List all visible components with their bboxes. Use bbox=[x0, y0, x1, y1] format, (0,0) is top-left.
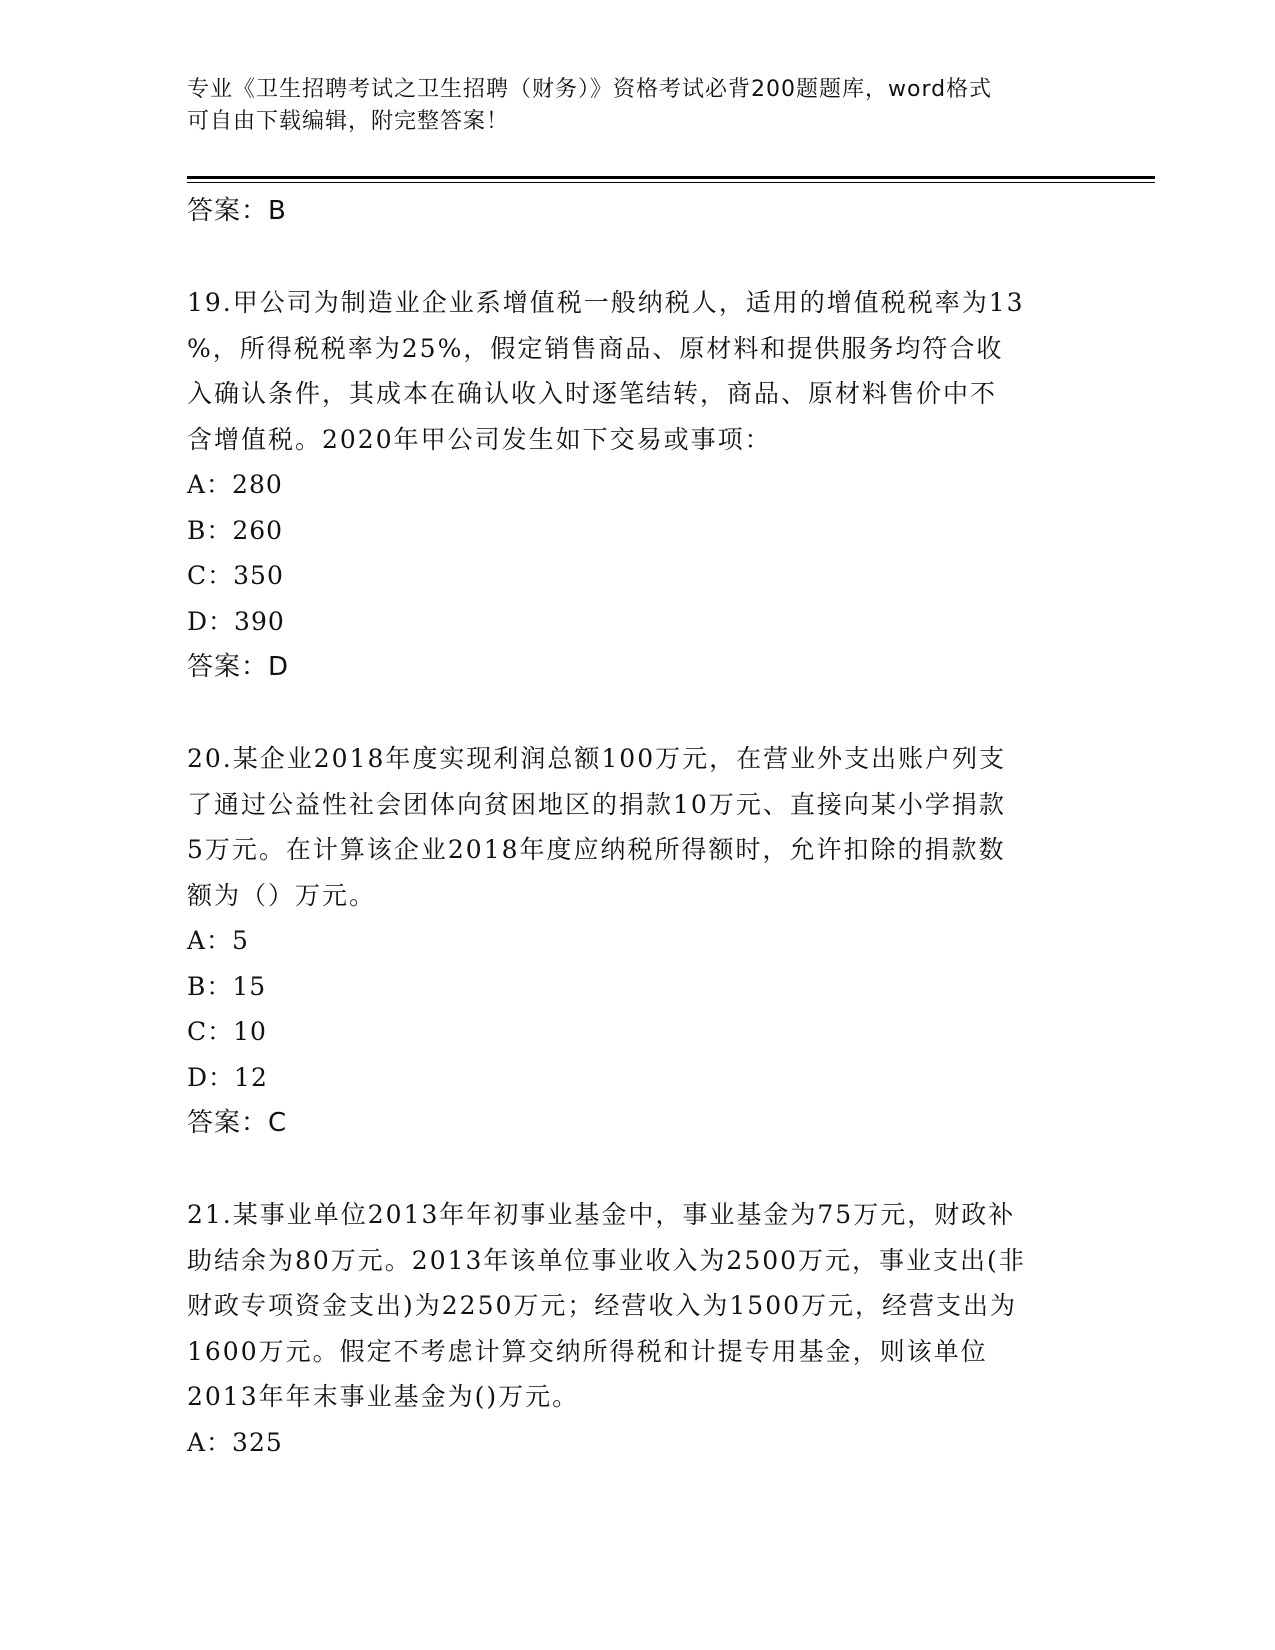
option-d: D：390 bbox=[187, 606, 285, 636]
question-stem bbox=[187, 1192, 1087, 1420]
stem-line: 2013年年末事业基金为()万元。 bbox=[187, 1382, 580, 1411]
stem-line: %，所得税税率为25%，假定销售商品、原材料和提供服务均符合收 bbox=[187, 333, 1004, 363]
document-body bbox=[187, 188, 1087, 1465]
stem-line: 财政专项资金支出)为2250万元；经营收入为1500万元，经营支出为 bbox=[187, 1291, 1018, 1320]
option-b: B：260 bbox=[187, 515, 284, 545]
option-a: A：5 bbox=[187, 926, 249, 955]
header-line-1: 专业《卫生招聘考试之卫生招聘（财务）》资格考试必背200题题库，word格式 bbox=[187, 77, 993, 102]
question-20 bbox=[187, 736, 1087, 1146]
option-b: B：15 bbox=[187, 971, 267, 1001]
stem-line: 20.某企业2018年度实现利润总额100万元，在营业外支出账户列支 bbox=[187, 744, 1007, 773]
stem-line: 助结余为80万元。2013年该单位事业收入为2500万元，事业支出(非 bbox=[187, 1245, 1026, 1275]
option-a: A：280 bbox=[187, 470, 283, 499]
answer: 答案：C bbox=[187, 1108, 288, 1138]
spacer bbox=[187, 234, 1087, 280]
header-rule-thick bbox=[187, 176, 1155, 179]
question-stem bbox=[187, 280, 1087, 462]
option-d: D：12 bbox=[187, 1062, 268, 1092]
header-line-2: 可自由下载编辑，附完整答案！ bbox=[187, 109, 510, 134]
option-a: A：325 bbox=[187, 1427, 283, 1457]
question-21 bbox=[187, 1192, 1087, 1465]
stem-line: 19.甲公司为制造业企业系增值税一般纳税人，适用的增值税税率为13 bbox=[187, 288, 1025, 317]
question-19 bbox=[187, 280, 1087, 690]
spacer bbox=[187, 690, 1087, 736]
stem-line: 1600万元。假定不考虑计算交纳所得税和计提专用基金，则该单位 bbox=[187, 1336, 988, 1366]
answer: 答案：D bbox=[187, 652, 290, 682]
stem-line: 额为（）万元。 bbox=[187, 880, 377, 910]
answer-prev: 答案：B bbox=[187, 196, 287, 226]
option-c: C：10 bbox=[187, 1017, 267, 1046]
stem-line: 21.某事业单位2013年年初事业基金中，事业基金为75万元，财政补 bbox=[187, 1200, 1016, 1229]
option-c: C：350 bbox=[187, 561, 284, 590]
spacer bbox=[187, 1146, 1087, 1192]
header-rule-thin bbox=[187, 182, 1155, 183]
stem-line: 了通过公益性社会团体向贫困地区的捐款10万元、直接向某小学捐款 bbox=[187, 789, 1006, 819]
stem-line: 入确认条件，其成本在确认收入时逐笔结转，商品、原材料售价中不 bbox=[187, 379, 998, 408]
stem-line: 5万元。在计算该企业2018年度应纳税所得额时，允许扣除的捐款数 bbox=[187, 835, 1006, 864]
stem-line: 含增值税。2020年甲公司发生如下交易或事项： bbox=[187, 424, 772, 454]
question-stem bbox=[187, 736, 1087, 918]
page-header bbox=[187, 74, 1067, 138]
